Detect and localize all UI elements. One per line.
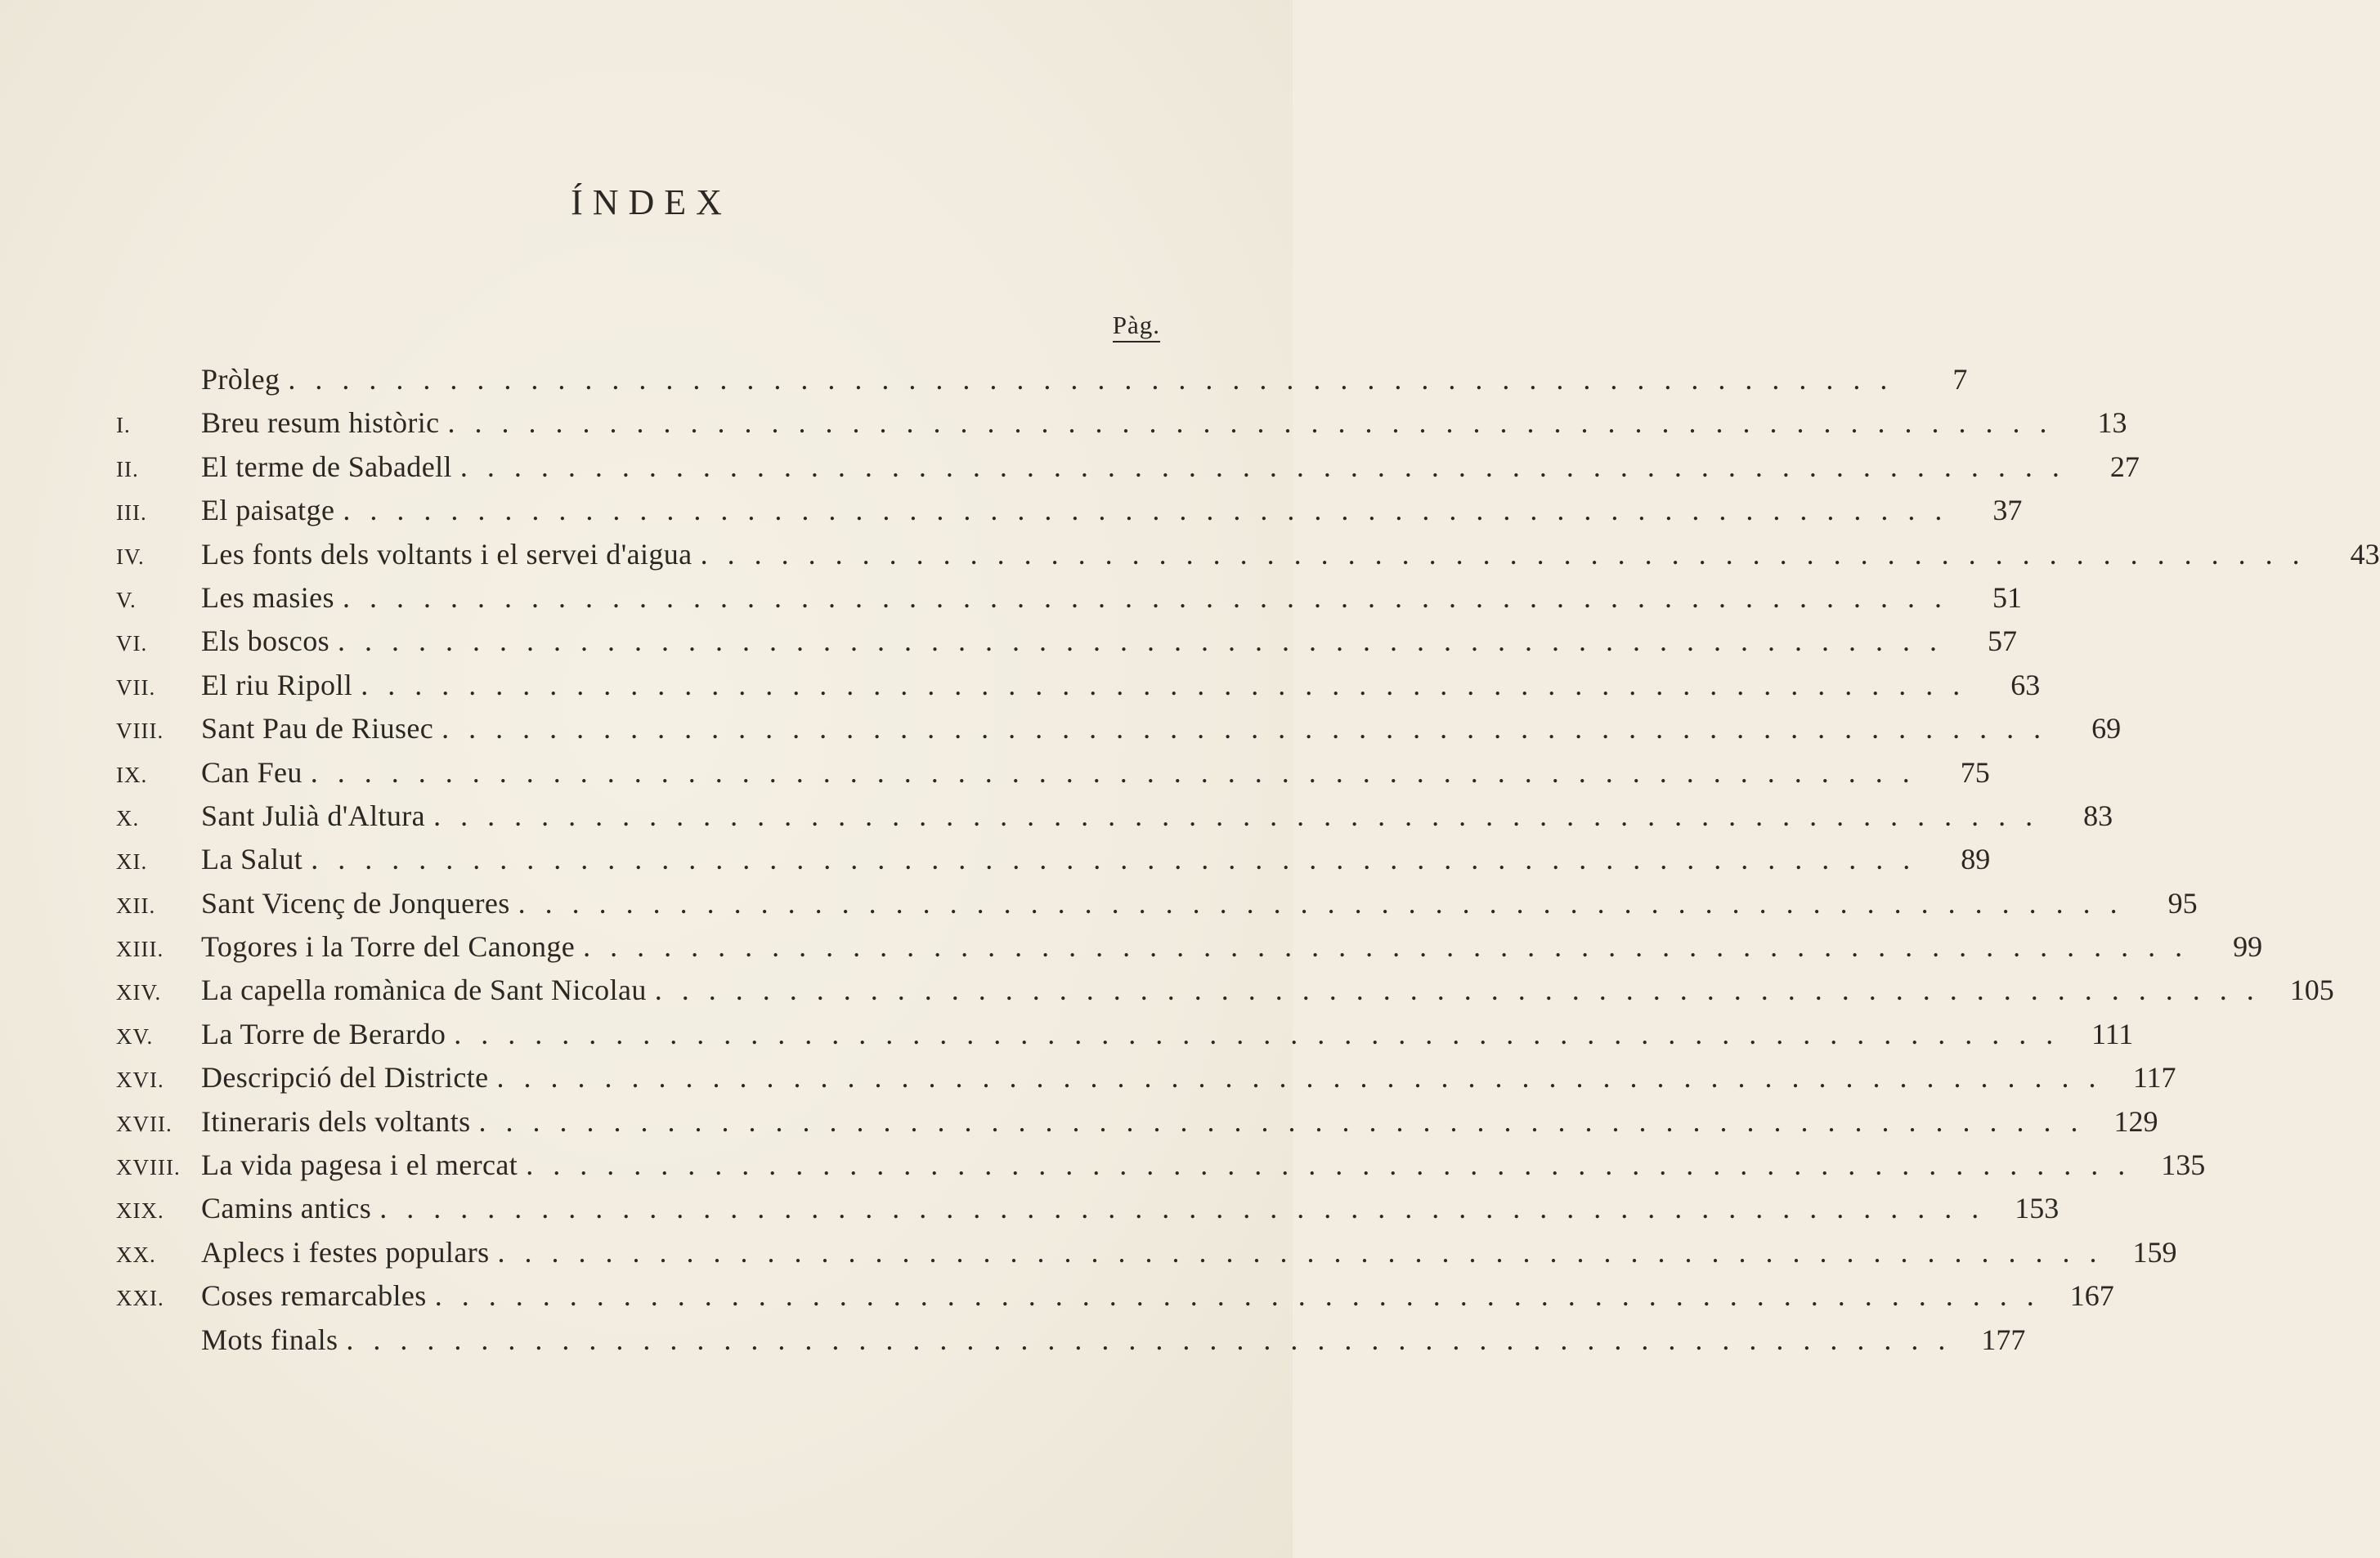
page-number: 51 (1992, 580, 2022, 614)
toc-entry-line (201, 664, 2041, 707)
chapter-title: El riu Ripoll (201, 668, 353, 701)
dot-leader: ............................................................ (654, 974, 2274, 1007)
chapter-numeral: XII. (116, 893, 156, 918)
chapter-numeral: IV. (116, 544, 145, 569)
dot-leader: ............................................................ (454, 1017, 2073, 1050)
toc-entry-line (201, 1144, 2206, 1187)
dot-leader: ............................................................ (447, 406, 2067, 440)
toc-entry (0, 401, 2127, 445)
toc-entry (0, 533, 2380, 576)
chapter-title: La Torre de Berardo (201, 1017, 446, 1050)
dot-leader: ............................................................ (310, 755, 1930, 789)
chapter-numeral: XX. (116, 1242, 156, 1267)
toc-entry (0, 838, 1991, 881)
page-number: 27 (2109, 450, 2140, 483)
chapter-numeral: VII. (116, 674, 156, 700)
dot-leader: ............................................................ (342, 580, 1961, 614)
toc-entry (0, 664, 2041, 707)
toc-entry (0, 1056, 2176, 1099)
dot-leader: ............................................................ (288, 363, 1907, 396)
dot-leader: ............................................................ (343, 494, 1962, 527)
chapter-numeral: VI. (116, 631, 148, 656)
chapter-title: El terme de Sabadell (201, 450, 452, 483)
chapter-numeral: XIII. (116, 937, 164, 962)
page-number: 177 (1981, 1323, 2026, 1356)
page-number: 167 (2069, 1279, 2114, 1313)
page-number: 135 (2161, 1148, 2206, 1182)
chapter-numeral: XXI. (116, 1286, 164, 1311)
page-number: 63 (2010, 668, 2041, 701)
table-of-contents (0, 358, 2380, 1362)
toc-entry (0, 925, 2263, 969)
toc-entry-line (201, 969, 2334, 1012)
toc-entry (0, 445, 2140, 489)
chapter-title: Les fonts dels voltants i el servei d'aigua (201, 537, 692, 571)
dot-leader: ............................................................ (379, 1192, 1999, 1225)
toc-entry-line (201, 1274, 2114, 1318)
chapter-title: Coses remarcables (201, 1279, 427, 1313)
toc-entry-line (201, 882, 2198, 925)
chapter-numeral: I. (116, 413, 131, 438)
toc-entry (0, 1187, 2060, 1230)
page-number: 57 (1988, 625, 2017, 658)
toc-entry-line (201, 925, 2263, 969)
toc-entry-line (201, 751, 1990, 795)
toc-entry-line (201, 1318, 2026, 1362)
page-number: 89 (1961, 843, 1991, 876)
dot-leader: ............................................................ (338, 625, 1956, 658)
chapter-title: Mots finals (201, 1323, 338, 1356)
toc-entry-line (201, 533, 2380, 576)
dot-leader: ............................................................ (434, 1279, 2054, 1313)
chapter-title: Can Feu (201, 755, 303, 789)
toc-entry-line (201, 795, 2113, 838)
toc-entry (0, 882, 2198, 925)
page-number: 69 (2091, 712, 2122, 745)
chapter-numeral: III. (116, 500, 147, 526)
toc-entry-line (201, 1056, 2176, 1099)
chapter-title: La capella romànica de Sant Nicolau (201, 974, 647, 1007)
toc-entry-line (201, 358, 1968, 401)
chapter-numeral: IX. (116, 762, 148, 787)
toc-entry-line (201, 1231, 2177, 1274)
toc-entry (0, 969, 2334, 1012)
toc-entry (0, 1100, 2158, 1144)
toc-entry-line (201, 620, 2017, 663)
toc-entry-line (201, 707, 2122, 750)
page-number: 37 (1992, 494, 2023, 527)
page-column-label: Pàg. (1113, 312, 1160, 342)
chapter-title: La vida pagesa i el mercat (201, 1148, 518, 1182)
chapter-title: Descripció del Districte (201, 1061, 489, 1095)
dot-leader: ............................................................ (441, 712, 2061, 745)
toc-entry-line (201, 576, 2022, 620)
toc-entry (0, 1013, 2134, 1056)
page-number: 75 (1960, 755, 1990, 789)
page-number: 111 (2091, 1017, 2134, 1050)
chapter-title: Sant Vicenç de Jonqueres (201, 886, 510, 920)
toc-entry (0, 707, 2122, 750)
toc-entry (0, 358, 1968, 401)
page-number: 99 (2233, 930, 2263, 964)
toc-entry (0, 576, 2022, 620)
toc-entry (0, 620, 2017, 663)
chapter-numeral: XVIII. (116, 1155, 181, 1180)
toc-entry (0, 1231, 2177, 1274)
dot-leader: ............................................................ (346, 1323, 1965, 1356)
dot-leader: ............................................................ (700, 537, 2319, 571)
toc-entry (0, 751, 1990, 795)
chapter-title: Sant Julià d'Altura (201, 799, 426, 832)
chapter-title: La Salut (201, 843, 303, 876)
dot-leader: ............................................................ (518, 886, 2137, 920)
chapter-numeral: XV. (116, 1023, 154, 1049)
page-number: 95 (2167, 886, 2198, 920)
dot-leader: ............................................................ (583, 930, 2203, 964)
chapter-title: Els boscos (201, 625, 329, 658)
chapter-numeral: II. (116, 456, 139, 481)
chapter-numeral: XIV. (116, 980, 162, 1005)
page-number: 159 (2132, 1235, 2177, 1269)
toc-entry (0, 1318, 2026, 1362)
toc-entry-line (201, 1100, 2158, 1144)
chapter-title: Aplecs i festes populars (201, 1235, 490, 1269)
chapter-title: Breu resum històric (201, 406, 440, 440)
toc-entry (0, 795, 2113, 838)
dot-leader: ............................................................ (496, 1061, 2116, 1095)
chapter-title: Les masies (201, 580, 334, 614)
page-number: 43 (2350, 537, 2380, 571)
chapter-title: Sant Pau de Riusec (201, 712, 434, 745)
dot-leader: ............................................................ (459, 450, 2079, 483)
toc-entry-line (201, 489, 2023, 532)
chapter-numeral: VIII. (116, 719, 164, 744)
toc-entry-line (201, 838, 1991, 881)
chapter-numeral: XVI. (116, 1068, 164, 1093)
page-number: 129 (2113, 1104, 2158, 1138)
toc-entry (0, 1144, 2206, 1187)
page-number: 7 (1952, 363, 1968, 396)
chapter-title: El paisatge (201, 494, 335, 527)
dot-leader: ............................................................ (311, 843, 1930, 876)
page-number: 117 (2132, 1061, 2176, 1095)
page-number: 83 (2083, 799, 2113, 832)
chapter-numeral: V. (116, 587, 137, 612)
toc-entry (0, 489, 2023, 532)
toc-entry-line (201, 1187, 2060, 1230)
toc-entry (0, 1274, 2114, 1318)
toc-entry-line (201, 1013, 2134, 1056)
dot-leader: ............................................................ (433, 799, 2053, 832)
chapter-numeral: XI. (116, 849, 148, 875)
dot-leader: ............................................................ (361, 668, 1980, 701)
toc-entry-line (201, 401, 2127, 445)
page-title: ÍNDEX (571, 182, 732, 222)
chapter-numeral: XVII. (116, 1111, 173, 1136)
toc-entry-line (201, 445, 2140, 489)
dot-leader: ............................................................ (526, 1148, 2145, 1182)
chapter-title: Camins antics (201, 1192, 372, 1225)
dot-leader: ............................................................ (478, 1104, 2098, 1138)
dot-leader: ............................................................ (497, 1235, 2117, 1269)
page-number: 105 (2289, 974, 2334, 1007)
chapter-title: Togores i la Torre del Canonge (201, 930, 576, 964)
chapter-title: Itineraris dels voltants (201, 1104, 471, 1138)
chapter-title: Pròleg (201, 363, 280, 396)
page-number: 153 (2015, 1192, 2060, 1225)
chapter-numeral: XIX. (116, 1198, 164, 1224)
page-number: 13 (2097, 406, 2127, 440)
chapter-numeral: X. (116, 805, 140, 830)
